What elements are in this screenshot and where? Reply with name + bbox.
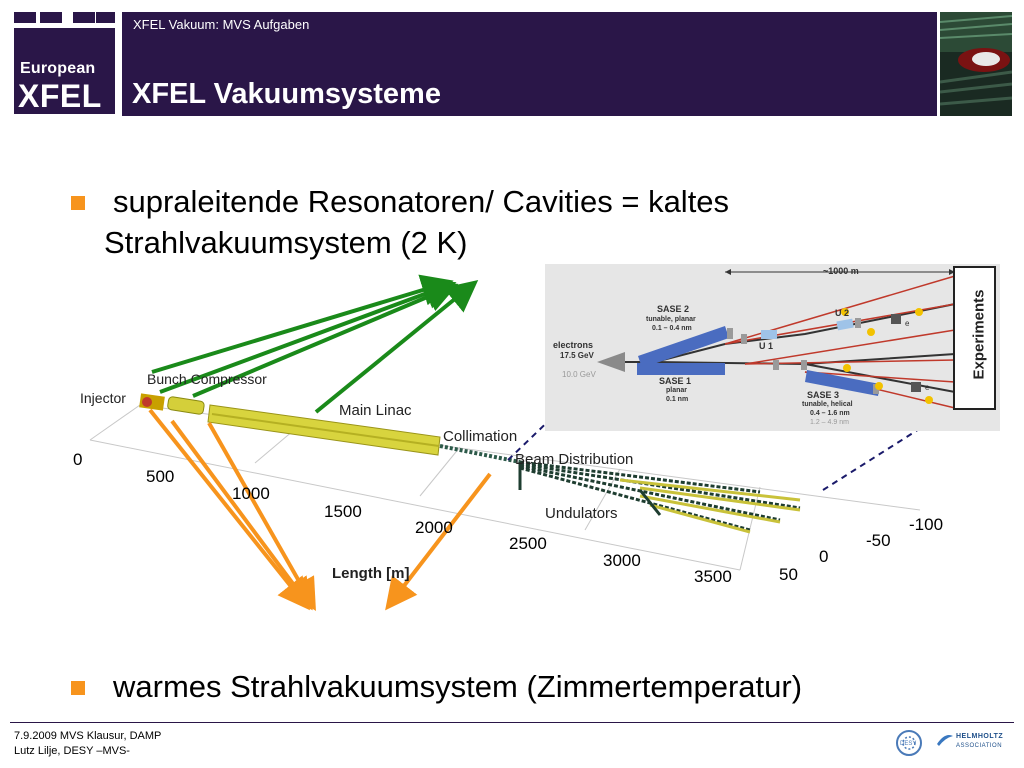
slide-header (0, 0, 1024, 122)
header-subtitle: XFEL Vakuum: MVS Aufgaben (133, 17, 310, 32)
bullet-1-line-2: Strahlvakuumsystem (2 K) (104, 225, 468, 260)
electron-label-1: e (905, 319, 910, 328)
helmholtz-logo-icon (935, 730, 955, 750)
header-photo-image (940, 12, 1012, 116)
length-axis-label: Length [m] (332, 565, 410, 582)
main-linac-label: Main Linac (339, 402, 412, 419)
length-tick: 500 (146, 467, 175, 486)
sase3-label: SASE 3 (807, 390, 840, 400)
sase3-desc2: 0.4 – 1.6 nm (810, 410, 850, 417)
collimation-label: Collimation (443, 428, 518, 445)
header-square (96, 12, 115, 23)
inset-energy-17-5: 17.5 GeV (560, 351, 594, 360)
sase1-desc1: planar (666, 387, 688, 394)
header-square (40, 12, 62, 23)
side-tick: 0 (819, 547, 829, 566)
footer-line-2: Lutz Lilje, DESY –MVS- (14, 745, 130, 757)
inset-energy-10: 10.0 GeV (562, 370, 596, 379)
undulators-label: Undulators (545, 505, 618, 522)
sase2-desc2: 0.1 – 0.4 nm (652, 325, 692, 332)
u2-label: U 2 (835, 308, 850, 318)
logo-european-text: European (20, 60, 96, 77)
header-square (14, 12, 36, 23)
injector-label: Injector (80, 390, 126, 406)
u1-label: U 1 (759, 341, 774, 351)
length-tick: 0 (73, 450, 83, 469)
bunch-compressor-label: Bunch Compressor (147, 371, 267, 387)
green-arrows-cold (152, 283, 472, 412)
sase3-desc1: tunable, helical (802, 401, 853, 408)
helmholtz-logo-text-1: HELMHOLTZ (956, 733, 1004, 740)
bullet-2-line-1: warmes Strahlvakuumsystem (Zimmertemperatur) (113, 669, 803, 704)
bullet-1-line-1: supraleitende Resonatoren/ Cavities = kaltes (113, 184, 730, 219)
sase-inset-panel (545, 264, 1000, 431)
sase2-label: SASE 2 (657, 304, 690, 314)
injector-gun (142, 397, 152, 407)
sase1-label: SASE 1 (659, 376, 692, 386)
inset-electrons-label: electrons (553, 340, 594, 350)
length-tick: 1500 (324, 502, 362, 521)
beam-distribution-label: Beam Distribution (515, 451, 634, 468)
header-square (73, 12, 95, 23)
bunch-compressor-module (167, 396, 205, 414)
footer-divider (10, 722, 1014, 723)
bullet-marker (71, 196, 85, 210)
experiments-label: Experiments (970, 289, 988, 380)
length-tick: 2500 (509, 534, 547, 553)
sase1-desc2: 0.1 nm (666, 396, 689, 403)
side-tick: -50 (866, 531, 891, 550)
sase2-desc1: tunable, planar (646, 316, 696, 323)
length-tick: 3500 (694, 567, 732, 586)
side-tick: 50 (779, 565, 798, 584)
slide-title: XFEL Vakuumsysteme (132, 78, 441, 110)
length-tick: 2000 (415, 518, 453, 537)
length-tick: 3000 (603, 551, 641, 570)
bullet-marker (71, 681, 85, 695)
logo-xfel-text: XFEL (18, 78, 102, 114)
sase3-desc3: 1.2 – 4.9 nm (810, 419, 849, 426)
length-tick: 1000 (232, 484, 270, 503)
side-tick: -100 (909, 515, 944, 534)
electron-label-2: e (925, 383, 930, 392)
inset-distance-label: ~1000 m (823, 266, 859, 276)
footer-line-1: 7.9.2009 MVS Klausur, DAMP (14, 730, 162, 742)
helmholtz-logo-text-2: ASSOCIATION (956, 743, 1003, 749)
desy-logo-text: DESY (900, 741, 917, 747)
